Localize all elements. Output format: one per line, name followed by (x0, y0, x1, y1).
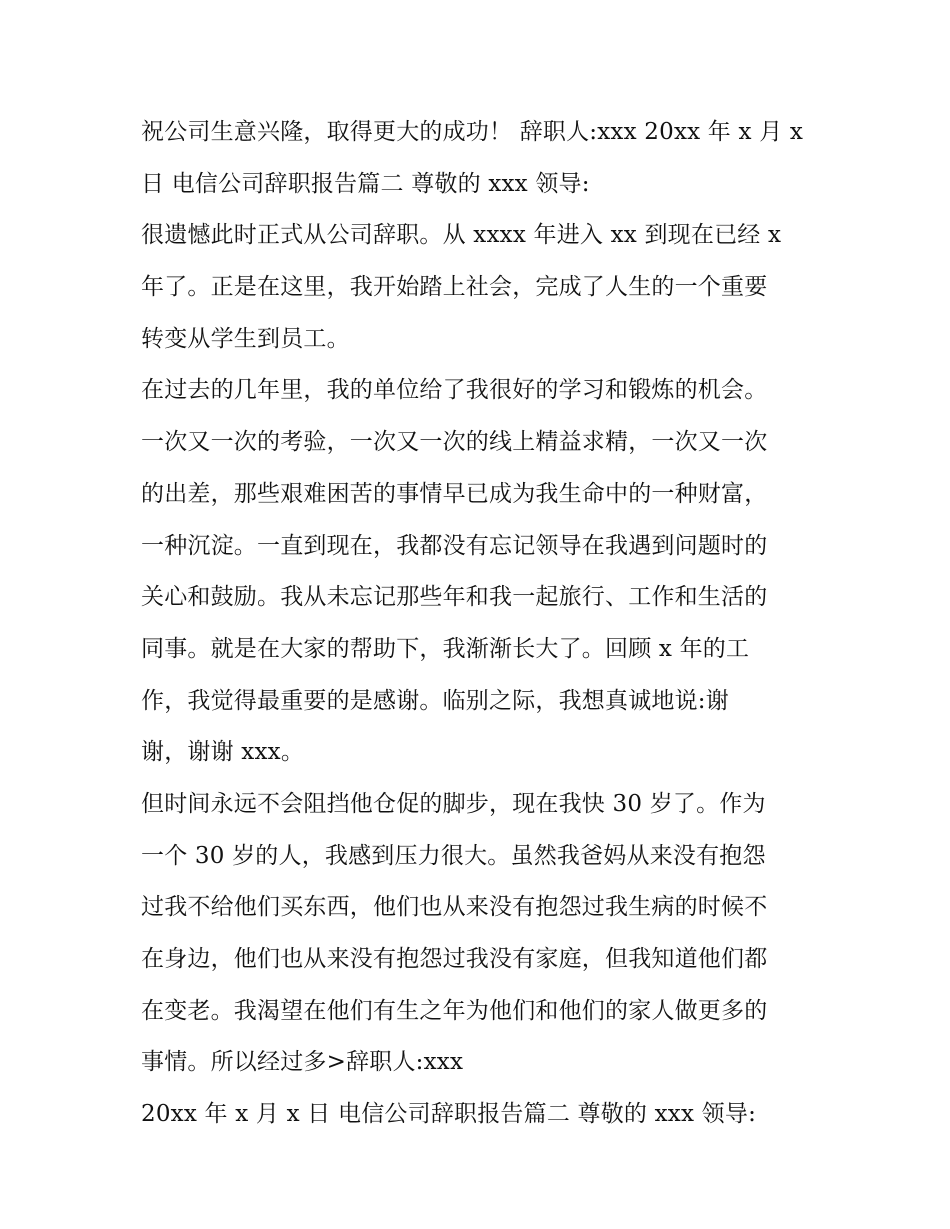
text-line-14: 但时间永远不会阻挡他仓促的脚步，现在我快 30 岁了。作为 (141, 790, 766, 817)
text-line-19: 事情。所以经过多>辞职人:xxx (141, 1049, 464, 1076)
text-line-7: 一次又一次的考验，一次又一次的线上精益求精，一次又一次 (141, 429, 768, 456)
text-line-18: 在变老。我渴望在他们有生之年为他们和他们的家人做更多的 (141, 997, 768, 1024)
text-line-8: 的出差，那些艰难困苦的事情早已成为我生命中的一种财富， (141, 480, 768, 507)
text-line-10: 关心和鼓励。我从未忘记那些年和我一起旅行、工作和生活的 (141, 584, 768, 611)
text-line-1: 祝公司生意兴隆，取得更大的成功！ 辞职人:xxx 20xx 年 x 月 x (141, 119, 804, 145)
text-line-13: 谢，谢谢 xxx。 (141, 739, 305, 766)
document-body (141, 107, 821, 1141)
text-line-20: 20xx 年 x 月 x 日 电信公司辞职报告篇二 尊敬的 xxx 领导: (141, 1101, 757, 1128)
text-line-15: 一个 30 岁的人，我感到压力很大。虽然我爸妈从来没有抱怨 (141, 842, 766, 869)
text-line-11: 同事。就是在大家的帮助下，我渐渐长大了。回顾 x 年的工 (141, 635, 750, 662)
text-line-2: 日 电信公司辞职报告篇二 尊敬的 xxx 领导: (141, 170, 590, 197)
text-line-9: 一种沉淀。一直到现在，我都没有忘记领导在我遇到问题时的 (141, 532, 768, 559)
text-line-16: 过我不给他们买东西，他们也从来没有抱怨过我生病的时候不 (141, 894, 768, 921)
text-line-5: 转变从学生到员工。 (141, 325, 350, 352)
text-line-17: 在身边，他们也从来没有抱怨过我没有家庭，但我知道他们都 (141, 946, 768, 972)
text-line-12: 作，我觉得最重要的是感谢。临别之际，我想真诚地说:谢 (141, 687, 729, 714)
text-line-6: 在过去的几年里，我的单位给了我很好的学习和锻炼的机会。 (141, 377, 768, 404)
text-line-4: 年了。正是在这里，我开始踏上社会，完成了人生的一个重要 (141, 274, 768, 301)
text-line-3: 很遗憾此时正式从公司辞职。从 xxxx 年进入 xx 到现在已经 x (141, 222, 782, 249)
